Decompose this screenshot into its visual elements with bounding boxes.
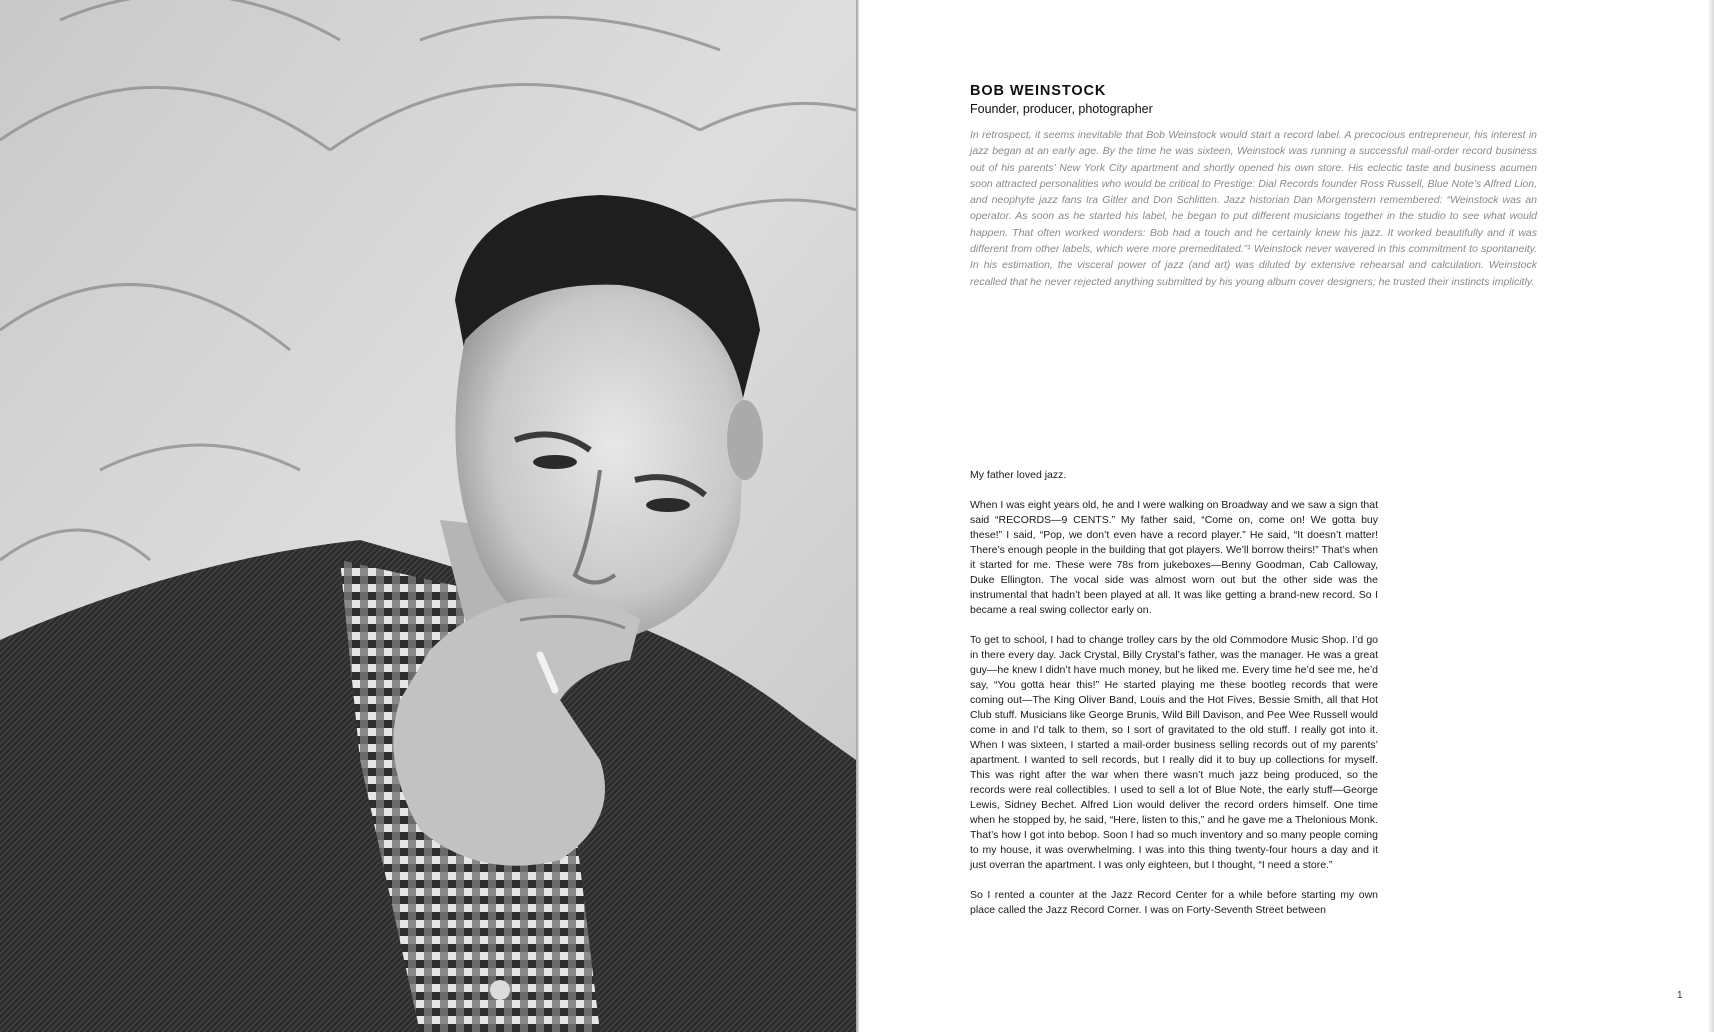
book-spine bbox=[856, 0, 859, 1032]
page-number: 1 bbox=[1677, 990, 1683, 1001]
body-paragraph: My father loved jazz. bbox=[970, 469, 1067, 481]
page-edge-shadow bbox=[1708, 0, 1714, 1032]
body-paragraph: When I was eight years old, he and I were walking on Broadway and we saw a sign that said “RECORDS—9 CENTS.” My father said, “Come on, come on! We gotta buy these!” I said, “Pop, we don’t even have a record player.” He said, “It doesn’t matter! There’s enough people in the building that got players. We’ll borrow theirs!” That’s when it started for me. These were 78s from jukeboxes—Benny Goodman, Cab Calloway, Duke Ellington. The vocal side was almost worn out but the other side was the instrumental that hadn’t been played at all. It was like getting a brand-new record. So I became a real swing collector early on. bbox=[970, 499, 1378, 616]
portrait-photo-icon bbox=[0, 0, 856, 1032]
body-paragraph: So I rented a counter at the Jazz Record Center for a while before starting my own place called the Jazz Record Corner. I was on Forty-Seventh Street between bbox=[970, 889, 1378, 916]
profile-role: Founder, producer, photographer bbox=[970, 102, 1153, 116]
portrait-photo bbox=[0, 0, 856, 1032]
interview-body bbox=[970, 468, 1378, 933]
body-paragraph: To get to school, I had to change trolley cars by the old Commodore Music Shop. I’d go in there every day. Jack Crystal, Billy Crystal’s father, was the manager. He was a great guy—he knew I didn’t have much money, but he liked me. Every time he’d see me, he’d say, “You gotta hear this!” He started playing me these bootleg records that were coming out—The King Oliver Band, Louis and the Hot Fives, Bessie Smith, all that Hot Club stuff. Musicians like George Brunis, Wild Bill Davison, and Pee Wee Russell would come in and I’d talk to them, so I sort of gravitated to the old stuff. I really got into it. When I was sixteen, I started a mail-order business selling records out of my parents’ apartment. I wanted to sell records, but I really did it to buy up collections for myself. This was right after the war when there wasn’t much jazz being produced, so the records were real collectibles. I used to sell a lot of Blue Note, the early stuff—George Lewis, Sidney Bechet. Alfred Lion would deliver the record orders himself. One time when he stopped by, he said, “Here, listen to this,” and he gave me a Thelonious Monk. That’s how I got into bebop. Soon I had so much inventory and so many people coming to my house, it was overwhelming. I was into this thing twenty-four hours a day and it just overran the apartment. I was only eighteen, but I thought, “I need a store.” bbox=[970, 634, 1378, 871]
profile-intro: In retrospect, it seems inevitable that Bob Weinstock would start a record label. A precocious entrepreneur, his interest in jazz began at an early age. By the time he was sixteen, Weinstock was running a successful mail-order record business out of his parents’ New York City apartment and shortly opened his own store. His eclectic taste and business acumen soon attracted personalities who would be critical to Prestige: Dial Records founder Ross Russell, Blue Note’s Alfred Lion, and neophyte jazz fans Ira Gitler and Don Schlitten. Jazz historian Dan Morgenstern remembered: “Weinstock was an operator. As soon as he started his label, he began to put different musicians together in the studio to see what would happen. That often worked wonders: Bob had a touch and he certainly knew his jazz. It worked beautifully and it was different from other labels, which were more premeditated.”¹ Weinstock never wavered in this commitment to spontaneity. In his estimation, the visceral power of jazz (and art) was diluted by extensive rehearsal and calculation. Weinstock recalled that he never rejected anything submitted by his young album cover designers; he trusted their instincts implicitly. bbox=[970, 129, 1537, 288]
profile-name: BOB WEINSTOCK bbox=[970, 83, 1107, 99]
